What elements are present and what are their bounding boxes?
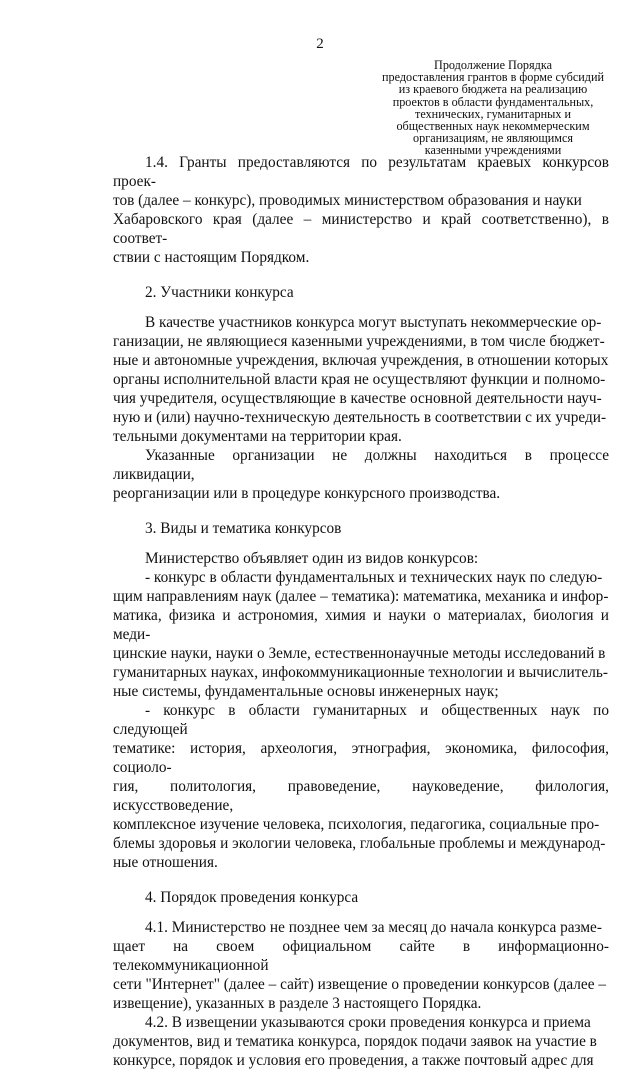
paragraph-2-participants: В качестве участников конкурса могут выступать некоммерческие ор- ганизации, не являющиеся казенными учреждениями, в том числе бюджет- ные и автономные учреждения, включая учреждения, в отношении которых органы исполнительной власти края не осуществляют функции и полномо- чия учредителя, осуществляющие в качестве основной деятельности науч- ную и (или) научно-техническую деятельность в соответствии с их учреди- тельными документами на территории края. — [113, 314, 609, 445]
paragraph-4-2: 4.2. В извещении указываются сроки проведения конкурса и приема документов, вид и тематика конкурса, порядок подачи заявок на участие в конкурсе, порядок и условия его проведения, а также почтовый адрес для — [113, 1014, 597, 1069]
section-heading-3: 3. Виды и тематика конкурсов — [145, 520, 342, 537]
header-line: казенными учреждениями — [424, 143, 562, 158]
section-heading-2: 2. Участники конкурса — [145, 284, 294, 301]
header-line: Продолжение Порядка — [434, 58, 552, 72]
header-line: проектов в области фундаментальных, — [392, 94, 594, 109]
header-line: технических, гуманитарных и — [415, 106, 571, 121]
paragraph-4-1: 4.1. Министерство не позднее чем за месяц до начала конкурса разме- щает на своем официальном сайте в информационно-телекоммуникационной сети "Интернет" (далее – сайт) извещение о проведении конкурсов (далее – извещение), указанных в разделе 3 настоящего Порядка. — [113, 919, 609, 1012]
section-heading-4: 4. Порядок проведения конкурса — [145, 889, 359, 906]
header-line: общественных наук некоммерческим — [396, 119, 590, 134]
paragraph-3-humanities: - конкурс в области гуманитарных и общественных наук по следующей тематике: история, археология, этнография, экономика, философия, социоло- гия, политология, правоведение, науковедение, филология, искусствоведение, комплексное изучение человека, психология, педагогика, социальные про- блемы здоровья и экологии человека, глобальные проблемы и международ- ные отношения. — [113, 702, 609, 871]
header-line: организациям, не являющимся — [413, 131, 573, 146]
document-body — [113, 153, 609, 1070]
appendix-header — [370, 59, 616, 157]
paragraph-3-fundamental: - конкурс в области фундаментальных и технических наук по следую- щим направлениям наук (далее – тематика): математика, механика и инфор- матика, физика и астрономия, химия и науки о материалах, биология и меди- цинские науки, науки о Земле, естественнонаучные методы исследований в гуманитарных науках, инфокоммуникационные технологии и вычислитель- ные системы, фундаментальные основы инженерных наук; — [113, 569, 609, 700]
page-number: 2 — [316, 36, 324, 52]
paragraph-3-intro: Министерство объявляет один из видов конкурсов: — [145, 550, 479, 567]
paragraph-1-4: 1.4. Гранты предоставляются по результатам краевых конкурсов проек- тов (далее – конкурс), проводимых министерством образования и науки Хабаровского края (далее – министерство и край соответственно), в соответ- ствии с настоящим Порядком. — [113, 154, 609, 266]
header-line: предоставления грантов в форме субсидий — [381, 70, 605, 85]
header-line: из краевого бюджета на реализацию — [398, 82, 588, 97]
paragraph-2-restrictions: Указанные организации не должны находиться в процессе ликвидации, реорганизации или в процедуре конкурсного производства. — [113, 447, 609, 502]
